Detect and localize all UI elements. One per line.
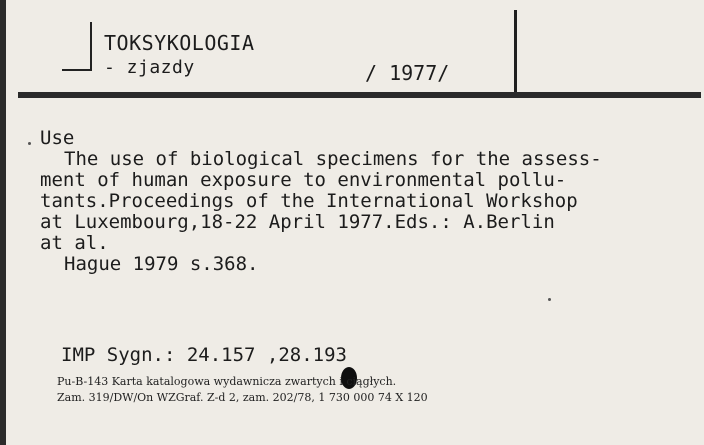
subject-heading: TOKSYKOLOGIA xyxy=(104,31,255,55)
entry-line: The use of biological specimens for the assess- xyxy=(64,148,602,170)
entry-line: tants.Proceedings of the International Workshop xyxy=(40,190,578,212)
call-number: IMP Sygn.: 24.157 ,28.193 xyxy=(61,344,347,366)
imprint-line-2: Zam. 319/DW/On WZGraf. Z-d 2, zam. 202/78, 1 730 000 74 X 120 xyxy=(57,391,428,404)
header-thick-rule xyxy=(18,92,701,98)
header-corner-vertical-rule xyxy=(90,22,92,71)
paper-speck xyxy=(548,298,551,301)
entry-line: ment of human exposure to environmental pollu- xyxy=(40,169,567,191)
subtopic-heading: - zjazdy xyxy=(104,57,195,78)
entry-line: Hague 1979 s.368. xyxy=(64,253,259,275)
date-heading: / 1977/ xyxy=(365,61,450,85)
entry-line: at al. xyxy=(40,232,109,254)
entry-line: Use xyxy=(40,127,75,149)
imprint-line-1: Pu-B-143 Karta katalogowa wydawnicza zwartych i ciągłych. xyxy=(57,375,397,388)
entry-line: at Luxembourg,18-22 April 1977.Eds.: A.Berlin xyxy=(40,211,555,233)
header-divider-vertical xyxy=(514,10,517,94)
entry-text xyxy=(40,128,700,275)
header-corner-rule xyxy=(62,69,90,71)
card-edge-shadow xyxy=(0,0,6,445)
paper-speck xyxy=(28,142,31,145)
